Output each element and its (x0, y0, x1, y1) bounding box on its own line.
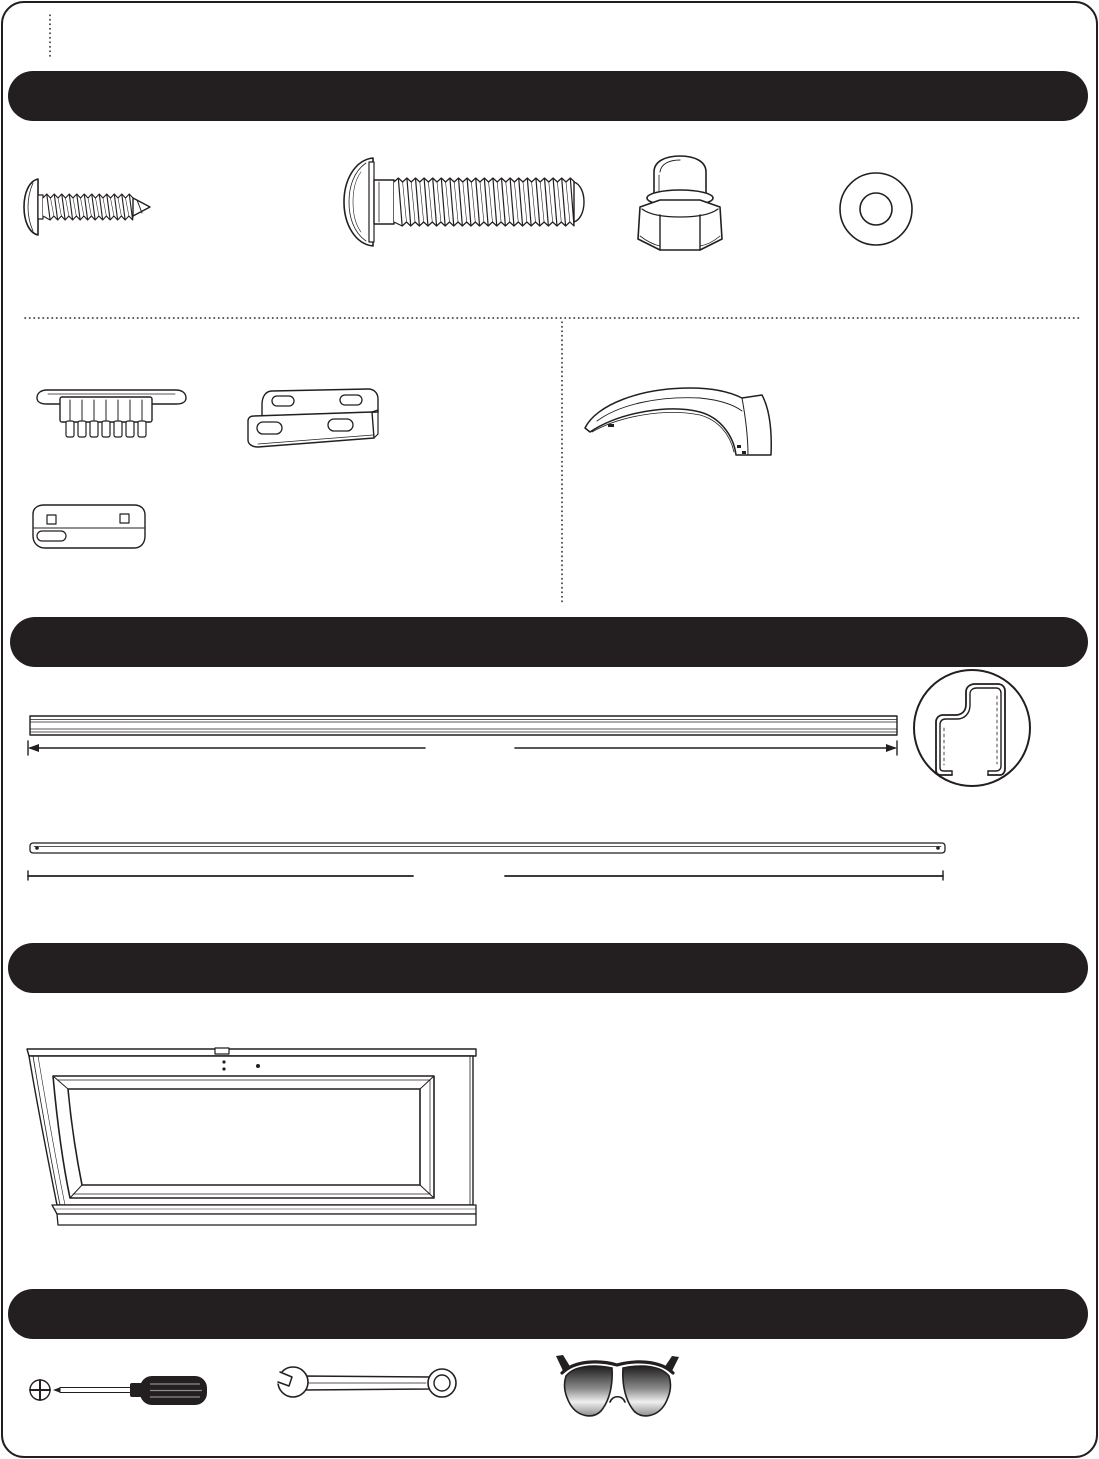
clip-icon (37, 390, 186, 437)
dimension-arrow-right (886, 744, 897, 752)
panel-top-lip (27, 1049, 476, 1056)
section-header-bar-panel (8, 943, 1088, 993)
thread-outline-bottom (43, 216, 133, 220)
bracket-front-slot-left (257, 422, 282, 434)
bolt-head-rim (369, 162, 374, 242)
panel-sill-upper (52, 1205, 476, 1214)
nut-icon (638, 156, 722, 250)
arm-hole-base-2 (742, 451, 746, 454)
panel-hole-1 (222, 1060, 225, 1063)
track-rail-icon (30, 716, 897, 735)
screwdriver-shaft (60, 1388, 132, 1393)
angle-bracket-icon (248, 389, 378, 447)
curved-arm-icon (585, 388, 771, 455)
plate-slot (37, 531, 66, 541)
rail-length-dimension (28, 741, 897, 755)
screw-collar (38, 195, 43, 219)
thread-outline-top (43, 194, 133, 198)
rod-icon (30, 843, 945, 853)
arm-hole-base-1 (737, 445, 741, 448)
rod-length-dimension (28, 871, 943, 880)
glasses-lens-left (565, 1366, 613, 1416)
section-header-bar-rails (10, 617, 1088, 667)
wrench-box-hole (434, 1375, 450, 1391)
washer-hole (860, 193, 892, 225)
section-header-bar-tools (8, 1289, 1088, 1339)
rod-hole-left (35, 846, 39, 850)
panel-hole-3 (256, 1064, 260, 1068)
plate-hole-left (47, 515, 56, 524)
bracket-front-slot-right (328, 419, 353, 431)
panel-sill-lower (57, 1214, 476, 1225)
bolt-end (574, 182, 584, 222)
bolt-square-neck (374, 180, 394, 224)
phillips-screwdriver-icon (30, 1376, 207, 1405)
section-header-bar-hardware (8, 71, 1088, 121)
arm-hole-tip (608, 424, 614, 427)
plate-icon (33, 505, 145, 548)
window-glass (68, 1089, 420, 1185)
window-panel-icon (27, 1048, 476, 1225)
clip-teeth (66, 421, 146, 437)
bracket-top-slot-left (272, 396, 294, 406)
bracket-top-slot-right (340, 395, 362, 405)
washer-icon (840, 173, 912, 245)
rod-hole-right (936, 846, 940, 850)
safety-glasses-icon (556, 1355, 679, 1416)
panel-top-tab (215, 1048, 229, 1054)
thread-outline-bottom (394, 222, 574, 226)
screw-threads (43, 194, 133, 220)
dimension-arrow-left (28, 744, 39, 752)
bolt-threads (394, 178, 575, 226)
self-tapping-screw-icon (24, 179, 150, 235)
glasses-lens-right (623, 1366, 671, 1416)
combination-wrench-icon (268, 1367, 456, 1397)
plate-hole-right (120, 514, 129, 523)
panel-hole-2 (222, 1067, 225, 1070)
detail-circle (914, 670, 1030, 786)
glasses-nose-bridge (610, 1397, 625, 1402)
carriage-bolt-icon (344, 158, 584, 246)
screw-tip (133, 198, 150, 216)
rod-body (30, 843, 945, 853)
rail-profile-detail-icon (914, 670, 1030, 786)
